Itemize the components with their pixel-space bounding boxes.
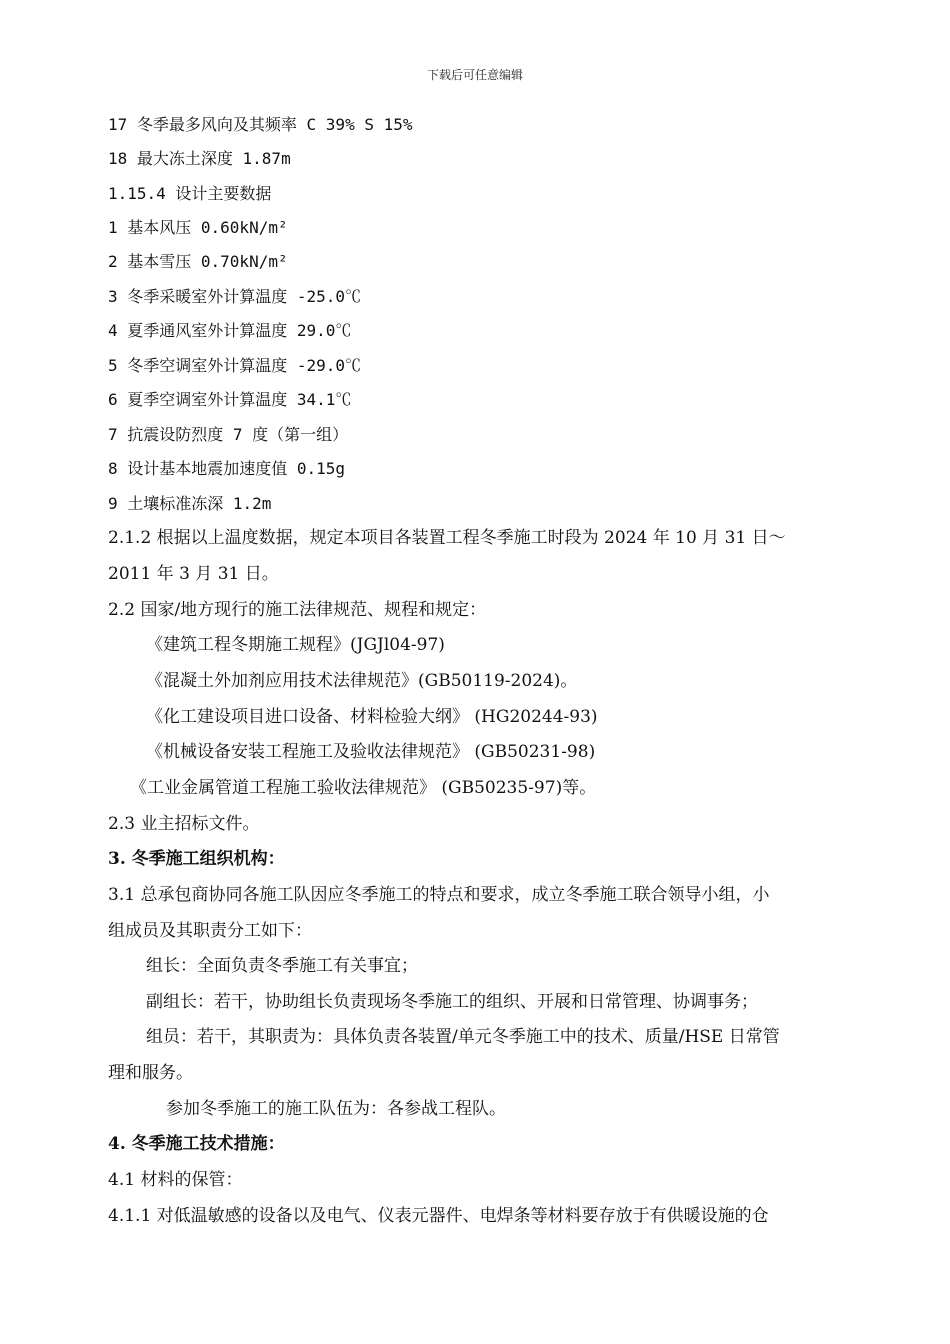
text-line: 组员：若干，其职责为：具体负责各装置/单元冬季施工中的技术、质量/HSE 日常管 [146,1027,780,1047]
text-line: 副组长：若干，协助组长负责现场冬季施工的组织、开展和日常管理、协调事务； [146,992,758,1012]
standard-item: 《化工建设项目进口设备、材料检验大纲》 (HG20244-93) [146,707,598,727]
text-line: 8 设计基本地震加速度值 0.15g [108,459,346,478]
text-line: 9 土壤标准冻深 1.2m [108,494,272,513]
text-line: 理和服务。 [108,1063,193,1083]
text-line: 组长：全面负责冬季施工有关事宜； [146,956,418,976]
section-heading: 2.2 国家/地方现行的施工法律规范、规程和规定： [108,600,487,620]
text-line: 1.15.4 设计主要数据 [108,184,272,203]
section-heading: 3. 冬季施工组织机构： [108,849,285,869]
text-line: 4.1 材料的保管： [108,1170,243,1190]
text-line: 18 最大冻土深度 1.87m [108,149,291,168]
standard-item: 《工业金属管道工程施工验收法律规范》 (GB50235-97)等。 [130,778,597,798]
page-header: 下载后可任意编辑 [426,68,523,82]
section-heading: 4. 冬季施工技术措施： [108,1134,285,1154]
text-line: 2.3 业主招标文件。 [108,814,260,834]
text-line: 3.1 总承包商协同各施工队因应冬季施工的特点和要求，成立冬季施工联合领导小组，小 [108,885,770,905]
text-line: 2 基本雪压 0.70kN/m² [108,252,288,271]
standard-item: 《建筑工程冬期施工规程》(JGJl04-97) [146,635,445,655]
text-line: 17 冬季最多风向及其频率 C 39% S 15% [108,115,413,134]
text-line: 参加冬季施工的施工队伍为：各参战工程队。 [166,1099,506,1119]
text-line: 4.1.1 对低温敏感的设备以及电气、仪表元器件、电焊条等材料要存放于有供暖设施的仓 [108,1206,769,1226]
text-line: 1 基本风压 0.60kN/m² [108,218,288,237]
text-line: 组成员及其职责分工如下： [108,921,312,941]
text-line: 6 夏季空调室外计算温度 34.1℃ [108,390,352,409]
standard-item: 《机械设备安装工程施工及验收法律规范》 (GB50231-98) [146,742,596,762]
standard-item: 《混凝土外加剂应用技术法律规范》(GB50119-2024)。 [146,671,578,691]
text-line: 2011 年 3 月 31 日。 [108,564,279,584]
text-line: 2.1.2 根据以上温度数据，规定本项目各装置工程冬季施工时段为 2024 年 10 月 31 日～ [108,528,786,548]
text-line: 5 冬季空调室外计算温度 -29.0℃ [108,356,362,375]
text-line: 3 冬季采暖室外计算温度 -25.0℃ [108,287,362,306]
text-line: 7 抗震设防烈度 7 度（第一组） [108,425,349,444]
text-line: 4 夏季通风室外计算温度 29.0℃ [108,321,352,340]
